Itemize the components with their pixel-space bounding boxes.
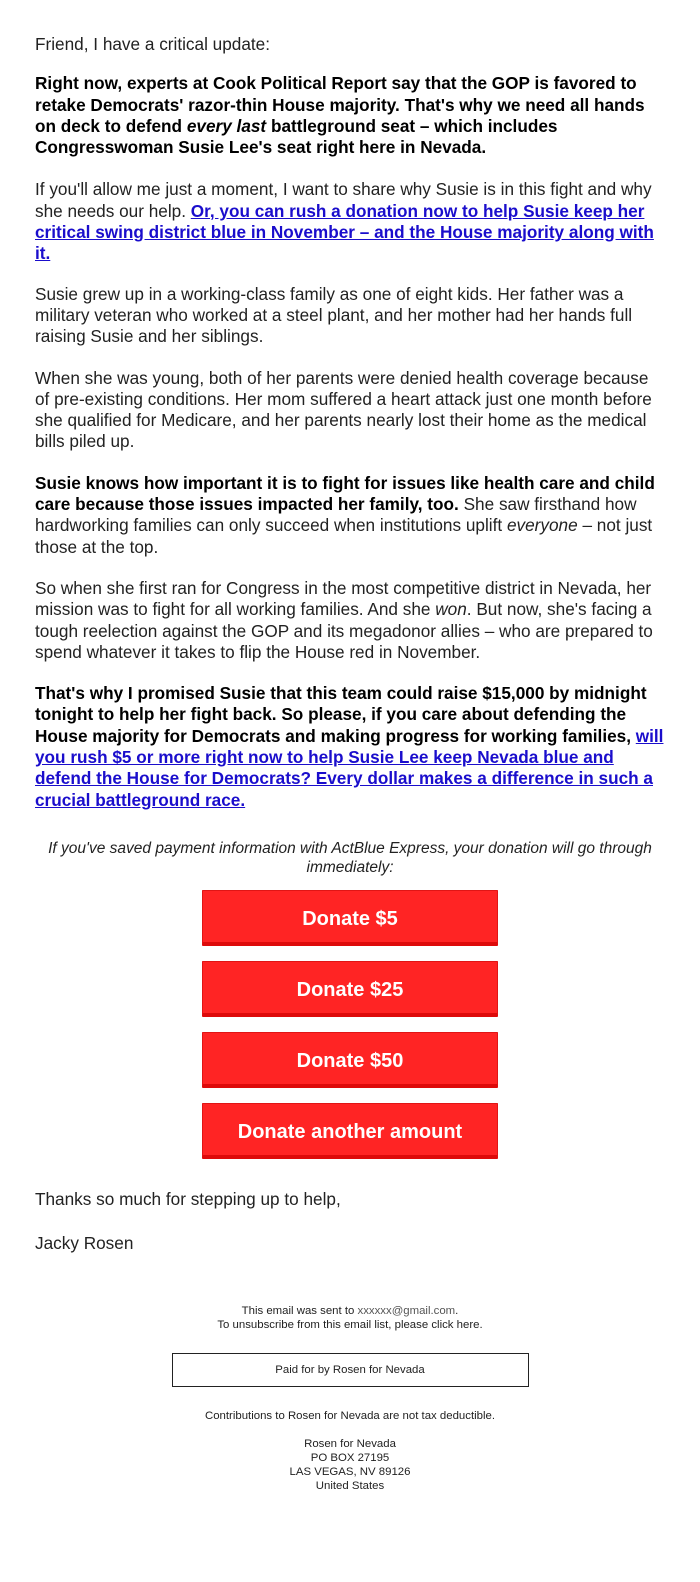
paragraph-promise [35,683,665,811]
p5-emphasis: everyone [506,515,578,536]
p2-text: If you'll allow me just a moment, I want to share why Susie is in this fight and why she needs our help. [35,179,652,221]
sent-to-line [35,1304,665,1318]
donate-25-label: Donate $25 [296,978,404,1001]
paragraph-gop-favored [35,73,665,158]
paragraph-health-coverage: When she was young, both of her parents were denied health coverage because of pre-existing conditions. Her mom suffered a heart attack just one month before she qualified for Medicare, and her parents nearly lost their home as the medical bills piled up. [35,367,652,452]
p5-bold: Susie knows how important it is to fight for issues like health care and child care because those issues impacted her family, too. [35,472,655,515]
paragraph-share-why [35,179,665,264]
p5-text: She saw firsthand how hardworking families can only succeed when institutions uplift [35,494,637,536]
donate-buttons [35,890,665,1174]
p6-text-a: So when she first ran for Congress in the most competitive district in Nevada, her mission was to fight for all working families. And she [35,577,652,620]
signoff [35,1189,665,1254]
p1-emphasis: every last [186,115,267,136]
donate-other-label: Donate another amount [237,1120,463,1143]
actblue-note: If you've saved payment information with ActBlue Express, your donation will go through immediately: [48,839,652,876]
p7-bold: That's why I promised Susie that this team could raise $15,000 by midnight tonight to help her fight back. So please, if you care about defending the House majority for Democrats and making progress for working families, [35,683,647,746]
signoff-name: Jacky Rosen [35,1232,134,1253]
donate-other-button[interactable] [202,1103,498,1159]
recipient-email: xxxxxx@gmail.com [357,1304,456,1317]
sent-to-prefix: This email was sent to [241,1304,358,1317]
address-line: PO BOX 27195 [310,1451,390,1464]
p6-emphasis: won [435,599,467,620]
paragraph-susie-background: Susie grew up in a working-class family as one of eight kids. Her father was a military veteran who worked at a steel plant, and her mother had her hands full raising Susie and her siblings. [35,283,633,347]
donate-5-button[interactable] [202,890,498,946]
paragraph-ran-for-congress [35,578,665,663]
address-line: LAS VEGAS, NV 89126 [289,1465,411,1478]
paid-for-box: Paid for by Rosen for Nevada [172,1353,529,1387]
mailing-address [35,1437,665,1493]
address-line: United States [315,1479,385,1492]
p1-bold-b: battleground seat – which includes Congresswoman Susie Lee's seat right here in Nevada. [35,115,558,158]
unsubscribe-link[interactable]: To unsubscribe from this email list, please click here. [217,1318,483,1331]
donate-5-label: Donate $5 [302,907,398,930]
greeting: Friend, I have a critical update: [35,34,271,54]
paragraph-susie-knows [35,473,665,558]
donate-50-button[interactable] [202,1032,498,1088]
tax-disclaimer: Contributions to Rosen for Nevada are not tax deductible. [205,1409,495,1422]
p6-text-b: . But now, she's facing a tough reelection against the GOP and its megadonor allies – who are prepared to spend whatever it takes to flip the House red in November. [35,599,653,662]
p5-tail: – not just those at the top. [35,515,653,557]
footer [35,1304,665,1493]
donate-25-button[interactable] [202,961,498,1017]
p1-bold-a: Right now, experts at Cook Political Report say that the GOP is favored to retake Democrats' razor-thin House majority. That's why we need all hands on deck to defend [35,73,645,136]
address-line: Rosen for Nevada [304,1437,396,1450]
donate-link-swing-district[interactable]: Or, you can rush a donation now to help Susie keep her critical swing district blue in November – and the House majority along with it. [35,200,654,264]
signoff-thanks: Thanks so much for stepping up to help, [35,1188,341,1209]
donate-50-label: Donate $50 [296,1049,404,1072]
donate-link-rush-5[interactable]: will you rush $5 or more right now to help Susie Lee keep Nevada blue and defend the House for Democrats? Every dollar makes a difference in such a crucial battleground race. [35,725,664,810]
sent-to-suffix: . [455,1304,459,1317]
